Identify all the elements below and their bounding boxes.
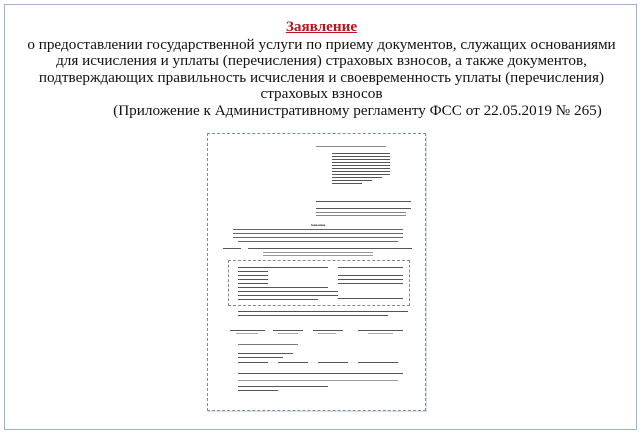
header-line-4: страховых взносов	[260, 85, 383, 103]
header-line-3: подтверждающих правильность исчисления и своевременность уплаты (перечисления)	[38, 68, 605, 86]
document-thumbnail	[207, 133, 426, 411]
document-header	[8, 19, 635, 120]
header-line-2: для исчисления и уплаты (перечисления) страховых взносов, а также документов,	[56, 52, 587, 70]
header-reference: (Приложение к Административному регламенту ФСС от 22.05.2019 № 265)	[113, 101, 602, 119]
document-title: Заявление	[310, 223, 326, 227]
header-title: Заявление	[285, 18, 358, 35]
header-line-1: о предоставлении государственной услуги по приему документов, служащих основаниями	[27, 35, 616, 53]
